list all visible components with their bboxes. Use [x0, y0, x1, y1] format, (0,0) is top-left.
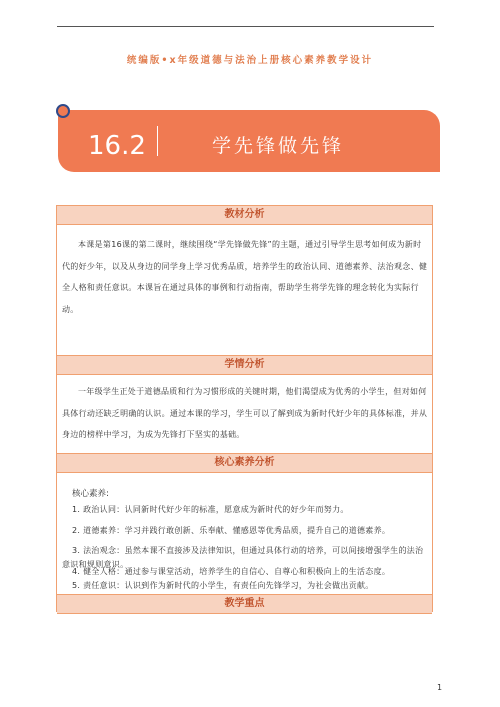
materials-paragraph: 本课是第16课的第二课时，继续围绕“学先锋做先锋”的主题，通过引导学生思考如何成为新时代的好少年，以及从身边的同学身上学习优秀品质，培养学生的政治认同、道德素养、法治观念、健全人格和责任意识。本课旨在通过具体的事例和行动指南，帮助学生将学先锋的理念转化为实际行动。 [62, 240, 428, 314]
document-header: 统编版•x年级道德与法治上册核心素养教学设计 [126, 55, 374, 66]
section-header-literacy: 核心素养分析 [57, 453, 432, 473]
literacy-item: 3. 法治观念：虽然本课不直接涉及法律知识，但通过具体行动的培养，可以间接增强学生的法治意识和规则意识。 [62, 546, 424, 569]
banner-dot-icon [56, 104, 70, 118]
lesson-number: 16.2 [88, 131, 146, 161]
lesson-title: 学先锋做先锋 [212, 135, 345, 157]
students-paragraph: 一年级学生正处于道德品质和行为习惯形成的关键时期，他们渴望成为优秀的小学生，但对如何具体行动还缺乏明确的认识。通过本课的学习，学生可以了解到成为新时代好少年的具体标准，并从身边的榜样中学习，为成为先锋打下坚实的基础。 [62, 387, 428, 439]
literacy-item: 5. 责任意识：认识到作为新时代的小学生，有责任向先锋学习，为社会做出贡献。 [72, 581, 374, 590]
page-number: 1 [437, 683, 443, 692]
top-rule [57, 26, 434, 27]
literacy-item: 4. 健全人格：通过参与课堂活动，培养学生的自信心、自尊心和积极向上的生活态度。 [72, 567, 391, 576]
section-header-focus: 教学重点 [57, 594, 432, 614]
literacy-subtitle: 核心素养: [72, 489, 109, 499]
section-header-students: 学情分析 [57, 355, 432, 375]
literacy-item: 1. 政治认同：认同新时代好少年的标准，愿意成为新时代的好少年而努力。 [72, 505, 349, 514]
literacy-item: 2. 道德素养：学习并践行敢创新、乐奉献、懂感恩等优秀品质，提升自己的道德素养。 [72, 526, 391, 535]
banner-divider [157, 126, 158, 156]
section-header-materials: 教材分析 [57, 205, 432, 225]
